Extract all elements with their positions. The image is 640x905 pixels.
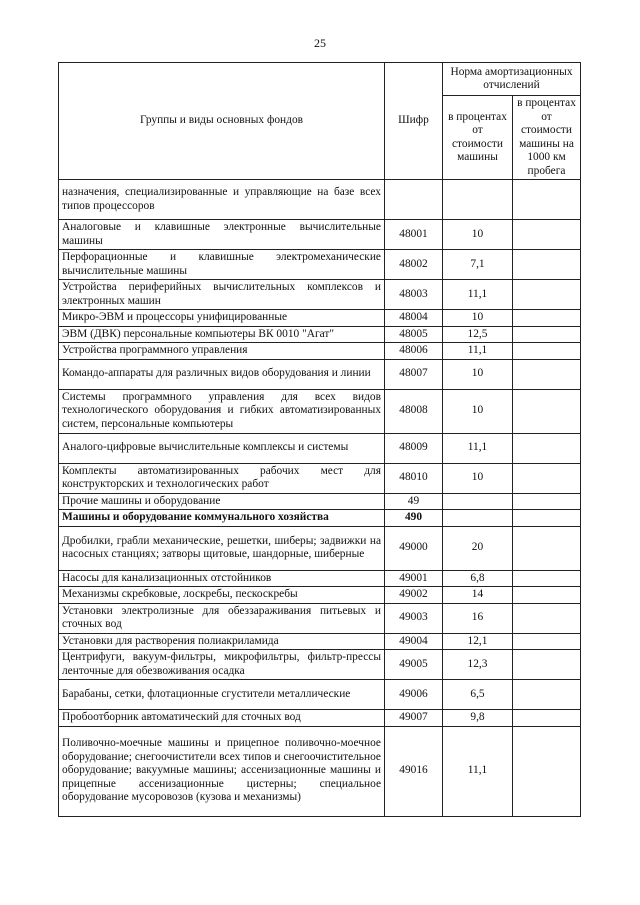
- row-pct-cell: 16: [443, 603, 513, 633]
- row-code-cell: [385, 180, 443, 220]
- row-code-cell: 48009: [385, 433, 443, 463]
- table-row: [59, 603, 581, 633]
- row-pct-cell: 9,8: [443, 710, 513, 727]
- row-name-cell: Дробилки, грабли механические, решетки, шиберы; задвижки на насосных станциях; затворы щитовые, шандорные, шиберные: [59, 526, 385, 570]
- table-row: [59, 633, 581, 650]
- table-row: [59, 220, 581, 250]
- row-name-cell: Пробоотборник автоматический для сточных вод: [59, 710, 385, 727]
- row-code-cell: 48006: [385, 343, 443, 360]
- row-km-cell: [513, 650, 581, 680]
- table-row: [59, 433, 581, 463]
- row-km-cell: [513, 280, 581, 310]
- table-row: [59, 710, 581, 727]
- row-pct-cell: 14: [443, 587, 513, 604]
- row-code-cell: 49007: [385, 710, 443, 727]
- row-km-cell: [513, 680, 581, 710]
- row-km-cell: [513, 510, 581, 527]
- row-km-cell: [513, 180, 581, 220]
- table-row: [59, 726, 581, 816]
- row-code-cell: 49001: [385, 570, 443, 587]
- row-pct-cell: 12,3: [443, 650, 513, 680]
- row-pct-cell: 11,1: [443, 726, 513, 816]
- row-km-cell: [513, 587, 581, 604]
- row-pct-cell: 10: [443, 359, 513, 389]
- row-pct-cell: 11,1: [443, 280, 513, 310]
- table-row: [59, 570, 581, 587]
- row-name-cell: Поливочно-моечные машины и прицепное поливочно-моечное оборудование; снегоочистители всех типов и снегоочистительное оборудование; вакуумные машины; ассенизационные машины и прицепные ассенизационные цистерны; специальное оборудование мусоровозов (кузова и механизмы): [59, 726, 385, 816]
- row-pct-cell: 11,1: [443, 343, 513, 360]
- row-code-cell: 490: [385, 510, 443, 527]
- row-name-cell: Установки электролизные для обеззараживания питьевых и сточных вод: [59, 603, 385, 633]
- row-km-cell: [513, 633, 581, 650]
- row-pct-cell: 20: [443, 526, 513, 570]
- row-code-cell: 48008: [385, 389, 443, 433]
- row-code-cell: 48005: [385, 326, 443, 343]
- depreciation-norms-table: [58, 62, 581, 817]
- row-name-cell: назначения, специализированные и управляющие на базе всех типов процессоров: [59, 180, 385, 220]
- row-name-cell: Центрифуги, вакуум-фильтры, микрофильтры, фильтр-прессы ленточные для обезвоживания осадка: [59, 650, 385, 680]
- row-pct-cell: 10: [443, 389, 513, 433]
- row-km-cell: [513, 359, 581, 389]
- row-pct-cell: 10: [443, 463, 513, 493]
- row-km-cell: [513, 433, 581, 463]
- row-code-cell: 48001: [385, 220, 443, 250]
- row-pct-cell: [443, 493, 513, 510]
- row-name-cell: Комплекты автоматизированных рабочих мест для конструкторских и технологических работ: [59, 463, 385, 493]
- row-code-cell: 48002: [385, 250, 443, 280]
- row-km-cell: [513, 310, 581, 327]
- row-pct-cell: 6,8: [443, 570, 513, 587]
- table-row: [59, 250, 581, 280]
- table-row: [59, 180, 581, 220]
- row-code-cell: 48007: [385, 359, 443, 389]
- column-header-code: Шифр: [385, 63, 443, 180]
- row-code-cell: 49002: [385, 587, 443, 604]
- row-code-cell: 49003: [385, 603, 443, 633]
- row-pct-cell: 6,5: [443, 680, 513, 710]
- row-name-cell: Машины и оборудование коммунального хозяйства: [59, 510, 385, 527]
- column-header-pct-km: в процентах от стоимости машины на 1000 км пробега: [513, 96, 581, 180]
- row-km-cell: [513, 343, 581, 360]
- row-code-cell: 49000: [385, 526, 443, 570]
- row-code-cell: 49: [385, 493, 443, 510]
- table-row: [59, 587, 581, 604]
- table-row: [59, 343, 581, 360]
- column-header-norm: Норма амортизационных отчислений: [443, 63, 581, 96]
- row-pct-cell: 10: [443, 220, 513, 250]
- table-row: [59, 359, 581, 389]
- table-row: [59, 280, 581, 310]
- row-pct-cell: [443, 510, 513, 527]
- row-km-cell: [513, 463, 581, 493]
- row-name-cell: Аналого-цифровые вычислительные комплексы и системы: [59, 433, 385, 463]
- row-pct-cell: [443, 180, 513, 220]
- row-km-cell: [513, 570, 581, 587]
- table-row: [59, 463, 581, 493]
- table-row: [59, 510, 581, 527]
- row-pct-cell: 7,1: [443, 250, 513, 280]
- row-pct-cell: 12,1: [443, 633, 513, 650]
- row-code-cell: 48003: [385, 280, 443, 310]
- row-code-cell: 48004: [385, 310, 443, 327]
- row-km-cell: [513, 326, 581, 343]
- row-name-cell: Командо-аппараты для различных видов оборудования и линии: [59, 359, 385, 389]
- row-name-cell: ЭВМ (ДВК) персональные компьютеры ВК 0010 "Агат": [59, 326, 385, 343]
- row-km-cell: [513, 526, 581, 570]
- row-km-cell: [513, 250, 581, 280]
- row-pct-cell: 11,1: [443, 433, 513, 463]
- row-km-cell: [513, 726, 581, 816]
- row-name-cell: Устройства периферийных вычислительных комплексов и электронных машин: [59, 280, 385, 310]
- row-name-cell: Барабаны, сетки, флотационные сгустители металлические: [59, 680, 385, 710]
- row-name-cell: Системы программного управления для всех видов технологического оборудования и гибких автоматизированных систем, персональные компьютеры: [59, 389, 385, 433]
- row-km-cell: [513, 493, 581, 510]
- table-row: [59, 389, 581, 433]
- table-row: [59, 680, 581, 710]
- table-row: [59, 650, 581, 680]
- table-row: [59, 493, 581, 510]
- row-name-cell: Установки для растворения полиакриламида: [59, 633, 385, 650]
- row-code-cell: 49005: [385, 650, 443, 680]
- row-km-cell: [513, 389, 581, 433]
- column-header-pct-machine: в процентах от стоимости машины: [443, 96, 513, 180]
- table-row: [59, 310, 581, 327]
- column-header-groups: Группы и виды основных фондов: [59, 63, 385, 180]
- row-name-cell: Аналоговые и клавишные электронные вычислительные машины: [59, 220, 385, 250]
- row-name-cell: Устройства программного управления: [59, 343, 385, 360]
- row-code-cell: 48010: [385, 463, 443, 493]
- row-code-cell: 49006: [385, 680, 443, 710]
- row-code-cell: 49016: [385, 726, 443, 816]
- page-number: 25: [314, 36, 326, 50]
- table-row: [59, 326, 581, 343]
- row-name-cell: Механизмы скребковые, лоскребы, пескоскребы: [59, 587, 385, 604]
- row-km-cell: [513, 220, 581, 250]
- row-pct-cell: 10: [443, 310, 513, 327]
- row-km-cell: [513, 603, 581, 633]
- row-code-cell: 49004: [385, 633, 443, 650]
- row-pct-cell: 12,5: [443, 326, 513, 343]
- row-km-cell: [513, 710, 581, 727]
- row-name-cell: Насосы для канализационных отстойников: [59, 570, 385, 587]
- row-name-cell: Микро-ЭВМ и процессоры унифицированные: [59, 310, 385, 327]
- table-row: [59, 526, 581, 570]
- row-name-cell: Перфорационные и клавишные электромеханические вычислительные машины: [59, 250, 385, 280]
- row-name-cell: Прочие машины и оборудование: [59, 493, 385, 510]
